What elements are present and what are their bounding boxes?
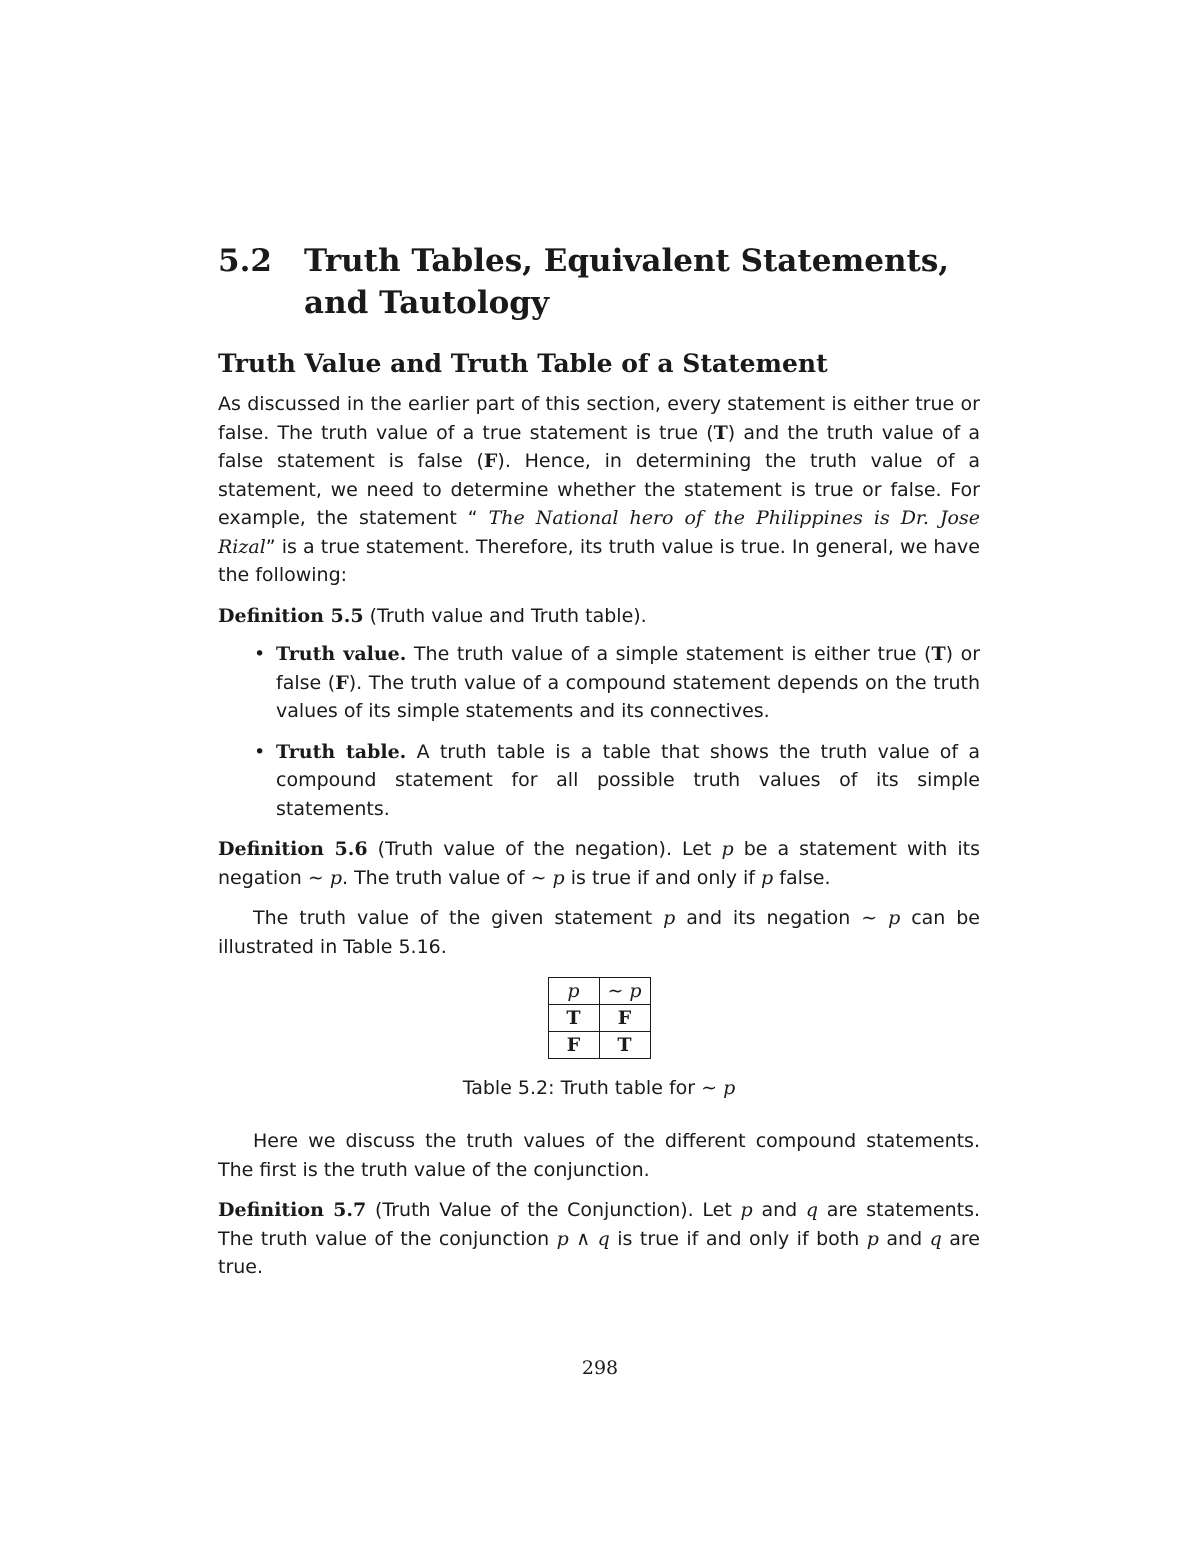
list-item-truth-table xyxy=(254,738,980,824)
item-text: A truth table is a table that shows the truth value of a compound statement for all possible truth values of its simple statements. xyxy=(276,740,980,820)
def-text: are statements. The truth value of the conjunction xyxy=(218,1199,981,1250)
math-p: p xyxy=(663,907,676,929)
math-p: p xyxy=(866,1227,879,1250)
truth-table-wrapper xyxy=(218,977,980,1059)
definition-5-5 xyxy=(218,602,980,824)
math-neg-p: ∼ p xyxy=(861,907,901,929)
math-p: p xyxy=(761,866,774,889)
def-text: is true if and only if both xyxy=(609,1227,867,1250)
definition-label: Definition 5.7 xyxy=(218,1199,367,1221)
def-text: and xyxy=(878,1227,930,1250)
section-title: Truth Tables, Equivalent Statements, and Tautology xyxy=(304,243,950,321)
def-text: Let xyxy=(693,1199,741,1221)
para-text: can be illustrated in Table 5.16. xyxy=(218,907,981,958)
term-truth-table: Truth table. xyxy=(276,740,407,763)
item-text: ) or false ( xyxy=(276,643,981,694)
page-number: 298 xyxy=(581,1357,619,1379)
bullet-icon: • xyxy=(254,643,266,665)
truth-table xyxy=(548,977,651,1059)
definition-title: (Truth Value of the Conjunction). xyxy=(374,1199,694,1221)
item-text: The truth value of a simple statement is either true ( xyxy=(406,643,932,665)
table-cell: F xyxy=(599,1005,650,1032)
table-header-row xyxy=(548,978,650,1005)
table-cell: F xyxy=(548,1032,599,1059)
definition-5-5-heading xyxy=(218,602,980,631)
math-p: p xyxy=(721,838,734,860)
intro-paragraph xyxy=(218,390,980,590)
intro-text-4: ” is a true statement. Therefore, its truth value is true. In general, we have the following: xyxy=(218,535,980,586)
table-header-cell: ∼ p xyxy=(599,978,650,1005)
math-neg-p: ∼ p xyxy=(307,866,342,889)
def-text: . The truth value of xyxy=(342,866,531,889)
table-cell: T xyxy=(548,1005,599,1032)
caption-text: Table 5.2: Truth table for xyxy=(462,1077,702,1099)
def-text: false. xyxy=(773,866,831,889)
true-symbol: T xyxy=(713,421,728,444)
item-text: ). The truth value of a compound statement depends on the truth values of its simple statements and its connectives. xyxy=(276,671,980,722)
intro-text-2: ) and the truth value of a false statement is false ( xyxy=(218,421,980,472)
false-symbol: F xyxy=(335,671,349,694)
section-number: 5.2 xyxy=(218,243,272,279)
discussion-paragraph: Here we discuss the truth values of the different compound statements. The first is the truth value of the conjunction. xyxy=(218,1130,980,1181)
math-neg-p: ∼ p xyxy=(530,866,565,889)
para-text: and its negation xyxy=(675,907,862,929)
math-q: q xyxy=(929,1227,942,1250)
bullet-icon: • xyxy=(254,740,266,763)
def-text: and xyxy=(752,1199,806,1221)
definition-list xyxy=(218,640,980,823)
table-caption xyxy=(218,1077,980,1099)
definition-label: Definition 5.5 xyxy=(218,604,364,627)
example-statement: The National hero of the Philippines is Dr. Jose Rizal xyxy=(218,507,980,558)
table-row xyxy=(548,1032,650,1059)
definition-5-7 xyxy=(218,1196,980,1282)
def-text: is true if and only if xyxy=(564,866,762,889)
false-symbol: F xyxy=(483,450,498,472)
true-symbol: T xyxy=(931,643,946,665)
def-text: are true. xyxy=(218,1227,980,1278)
intro-text-1: As discussed in the earlier part of this section, every statement is either true or false. The truth value of a true statement is true ( xyxy=(218,393,980,444)
math-q: q xyxy=(805,1199,819,1221)
section-heading xyxy=(218,240,980,324)
term-truth-value: Truth value. xyxy=(276,643,407,665)
caption-symbol: ∼ p xyxy=(701,1077,736,1099)
table-cell: T xyxy=(599,1032,650,1059)
para-text: The truth value of the given statement xyxy=(253,907,664,929)
document-page xyxy=(218,240,980,1282)
math-conjunction: p ∧ q xyxy=(556,1227,610,1250)
intro-text-3: ). Hence, in determining the truth value of a statement, we need to determine whether the statement is true or false. For example, the statement “ xyxy=(218,450,980,529)
table-header-cell: p xyxy=(548,978,599,1005)
illustration-paragraph xyxy=(218,904,980,961)
list-item-truth-value xyxy=(254,640,981,726)
definition-5-6 xyxy=(218,835,980,892)
math-p: p xyxy=(740,1199,753,1221)
table-row xyxy=(548,1005,650,1032)
subsection-title: Truth Value and Truth Table of a Statement xyxy=(218,349,828,378)
def-text: Let xyxy=(672,838,722,860)
definition-label: Definition 5.6 xyxy=(218,838,368,860)
definition-title: (Truth value of the negation). xyxy=(377,838,673,860)
def-text: be a statement with its negation xyxy=(218,838,980,889)
definition-title: (Truth value and Truth table). xyxy=(369,604,647,627)
